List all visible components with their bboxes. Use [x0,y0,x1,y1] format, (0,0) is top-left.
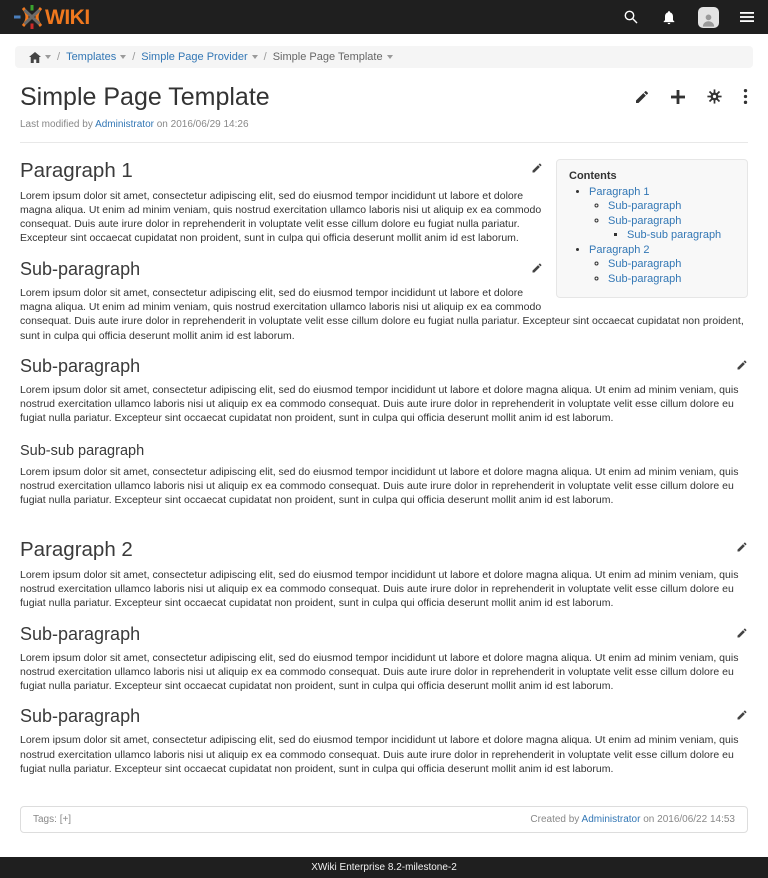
section-sub-paragraph-4 [20,706,748,776]
dropdown-caret-icon[interactable] [252,55,258,59]
toc-link-sub-paragraph[interactable]: Sub-paragraph [608,272,682,285]
toc-item [608,272,741,287]
breadcrumb-link[interactable]: Simple Page Provider [141,51,248,63]
section-edit-pencil-icon[interactable] [736,359,748,371]
section-heading-text: Sub-sub paragraph [20,442,145,459]
section-paragraph-text: Lorem ipsum dolor sit amet, consectetur adipiscing elit, sed do eiusmod tempor incididunt ut labore et dolore magna aliqua. Ut enim ad minim veniam, quis nostrud exercitation ullamco laboris nisi ut aliquip ex ea commodo consequat. Duis aute irure dolor in reprehenderit in voluptate velit esse cillum dolore eu fugiat nulla pariatur. Excepteur sint occaecat cupidatat non proident, sunt in culpa qui officia deserunt mollit anim id est laborum. [20,568,739,610]
toc-item [608,214,741,243]
section-heading-text: Paragraph 2 [20,537,133,561]
toc-item [608,199,741,214]
breadcrumb-home [29,52,51,63]
add-tag-button[interactable]: [+] [59,814,72,826]
section-heading [20,706,748,727]
toc-link-paragraph-1[interactable]: Paragraph 1 [589,185,650,198]
section-paragraph-2 [20,538,748,611]
section-sub-paragraph-3 [20,624,748,694]
section-heading [20,624,748,645]
breadcrumb-separator: / [132,51,136,63]
toc-title: Contents [569,169,617,182]
modified-suffix: on 2016/06/29 14:26 [156,118,249,130]
section-paragraph-text: Lorem ipsum dolor sit amet, consectetur adipiscing elit, sed do eiusmod tempor incididunt ut labore et dolore magna aliqua. Ut enim ad minim veniam, quis nostrud exercitation ullamco laboris nisi ut aliquip ex ea commodo consequat. Duis aute irure dolor in reprehenderit in voluptate velit esse cillum dolore eu fugiat nulla pariatur. Excepteur sint occaecat cupidatat non proident, sunt in culpa qui officia deserunt mollit anim id est laborum. [20,189,542,245]
user-avatar[interactable] [698,7,719,28]
search-icon[interactable] [622,8,640,26]
document-body [20,143,748,834]
toc-item [589,185,741,243]
section-edit-pencil-icon[interactable] [531,162,543,174]
dropdown-caret-icon[interactable] [387,55,393,59]
toc-link-sub-paragraph[interactable]: Sub-paragraph [608,258,682,270]
section-paragraph-text: Lorem ipsum dolor sit amet, consectetur adipiscing elit, sed do eiusmod tempor incididunt ut labore et dolore magna aliqua. Ut enim ad minim veniam, quis nostrud exercitation ullamco laboris nisi ut aliquip ex ea commodo consequat. Duis aute irure dolor in reprehenderit in voluptate velit esse cillum dolore eu fugiat nulla pariatur. Excepteur sint occaecat cupidatat non proident, sunt in culpa qui officia deserunt mollit anim id est laborum. [20,286,744,342]
dropdown-caret-icon[interactable] [120,55,126,59]
section-heading-text: Paragraph 1 [20,158,133,182]
hamburger-menu-icon[interactable] [740,10,754,24]
section-edit-pencil-icon[interactable] [736,541,748,553]
version-footer [0,857,768,878]
section-heading-text: Sub-paragraph [20,623,141,644]
document-title-block [20,84,270,130]
breadcrumb-item-templates [66,51,126,63]
section-heading-text: Sub-paragraph [20,258,141,279]
created-line [530,814,735,825]
document-header [20,84,748,130]
top-navigation-bar [0,0,768,34]
document-footer [20,806,748,833]
document-actions [634,84,748,105]
modified-prefix: Last modified by [20,118,93,130]
home-dropdown-caret-icon[interactable] [45,55,51,59]
created-suffix: on 2016/06/22 14:53 [643,814,735,826]
breadcrumb-item-current [273,51,393,63]
section-edit-pencil-icon[interactable] [736,709,748,721]
edit-page-icon[interactable] [634,89,650,105]
toc-link-paragraph-2[interactable]: Paragraph 2 [589,243,650,256]
toc-item [627,228,741,243]
section-sub-paragraph-2 [20,356,748,426]
home-icon[interactable] [29,52,41,63]
breadcrumb-separator: / [57,51,61,63]
section-heading [20,538,748,562]
xwiki-logo-text: WIKI [45,5,90,29]
toc-item [589,243,741,287]
more-actions-icon[interactable] [743,88,748,105]
section-paragraph-text: Lorem ipsum dolor sit amet, consectetur adipiscing elit, sed do eiusmod tempor incididunt ut labore et dolore magna aliqua. Ut enim ad minim veniam, quis nostrud exercitation ullamco laboris nisi ut aliquip ex ea commodo consequat. Duis aute irure dolor in reprehenderit in voluptate velit esse cillum dolore eu fugiat nulla pariatur. Excepteur sint occaecat cupidatat non proident, sunt in culpa qui officia deserunt mollit anim id est laborum. [20,465,739,507]
section-heading-text: Sub-paragraph [20,355,141,376]
created-author-link[interactable]: Administrator [581,814,641,826]
page-content [0,68,768,857]
section-sub-sub-paragraph [20,443,748,508]
settings-gear-icon[interactable] [706,88,723,105]
created-prefix: Created by [530,814,580,826]
section-paragraph-text: Lorem ipsum dolor sit amet, consectetur adipiscing elit, sed do eiusmod tempor incididunt ut labore et dolore magna aliqua. Ut enim ad minim veniam, quis nostrud exercitation ullamco laboris nisi ut aliquip ex ea commodo consequat. Duis aute irure dolor in reprehenderit in voluptate velit esse cillum dolore eu fugiat nulla pariatur. Excepteur sint occaecat cupidatat non proident, sunt in culpa qui officia deserunt mollit anim id est laborum. [20,734,739,776]
section-paragraph-text: Lorem ipsum dolor sit amet, consectetur adipiscing elit, sed do eiusmod tempor incididunt ut labore et dolore magna aliqua. Ut enim ad minim veniam, quis nostrud exercitation ullamco laboris nisi ut aliquip ex ea commodo consequat. Duis aute irure dolor in reprehenderit in voluptate velit esse cillum dolore eu fugiat nulla pariatur. Excepteur sint occaecat cupidatat non proident, sunt in culpa qui officia deserunt mollit anim id est laborum. [20,651,739,693]
table-of-contents [556,159,748,299]
create-page-icon[interactable] [670,89,686,105]
section-heading-text: Sub-paragraph [20,706,141,727]
breadcrumb-item-simple-page-provider [141,51,257,63]
breadcrumb-separator: / [263,51,267,63]
xwiki-logo[interactable] [14,5,90,29]
toc-link-sub-paragraph[interactable]: Sub-paragraph [608,200,682,212]
xwiki-logo-x-icon [14,5,44,29]
modified-author-link[interactable]: Administrator [95,118,154,130]
section-edit-pencil-icon[interactable] [736,627,748,639]
toc-item [608,257,741,272]
toc-link-sub-paragraph[interactable]: Sub-paragraph [608,214,682,227]
tags-area [33,814,71,825]
topbar-actions [622,7,754,28]
breadcrumb-link[interactable]: Templates [66,51,117,63]
breadcrumb [15,46,753,68]
section-edit-pencil-icon[interactable] [531,262,543,274]
toc-list [567,185,741,287]
tags-label: Tags: [33,814,57,826]
section-paragraph-text: Lorem ipsum dolor sit amet, consectetur adipiscing elit, sed do eiusmod tempor incididunt ut labore et dolore magna aliqua. Ut enim ad minim veniam, quis nostrud exercitation ullamco laboris nisi ut aliquip ex ea commodo consequat. Duis aute irure dolor in reprehenderit in voluptate velit esse cillum dolore eu fugiat nulla pariatur. Excepteur sint occaecat cupidatat non proident, sunt in culpa qui officia deserunt mollit anim id est laborum. [20,383,739,425]
breadcrumb-current-page: Simple Page Template [272,51,383,63]
version-text: XWiki Enterprise 8.2-milestone-2 [311,862,457,874]
page-title: Simple Page Template [20,83,270,111]
toc-link-sub-sub-paragraph[interactable]: Sub-sub paragraph [627,229,722,241]
last-modified-line [20,119,270,130]
section-heading [20,356,748,377]
notifications-bell-icon[interactable] [661,9,677,26]
section-heading [20,443,748,459]
